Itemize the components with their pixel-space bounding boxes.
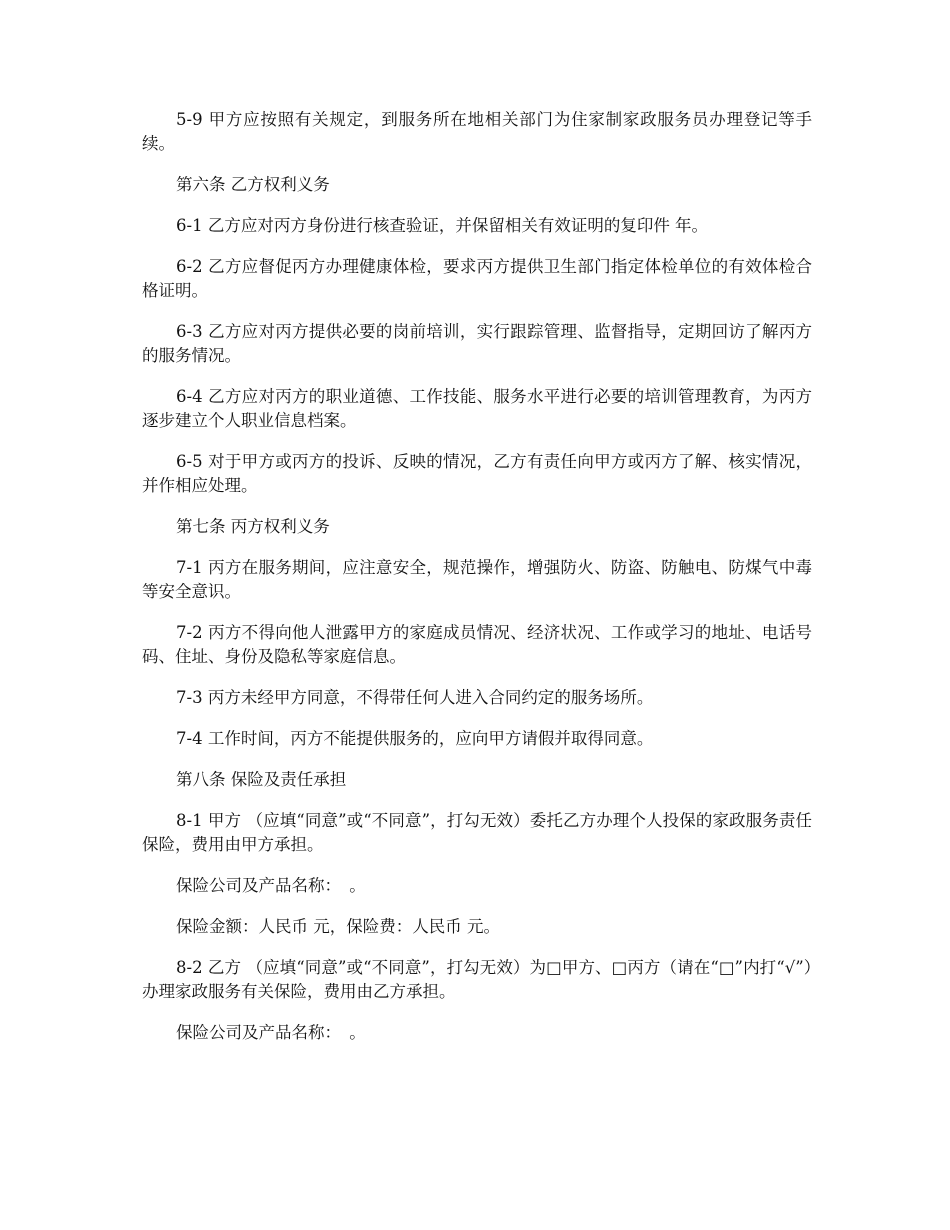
clause-6-1: 6-1 乙方应对丙方身份进行核查验证，并保留相关有效证明的复印件 年。 (176, 216, 709, 235)
clause-6-2: 6-2 乙方应督促丙方办理健康体检，要求丙方提供卫生部门指定体检单位的有效体检合格证明。 (142, 257, 812, 300)
clause-7-1: 7-1 丙方在服务期间，应注意安全，规范操作，增强防火、防盗、防触电、防煤气中毒等安全意识。 (142, 558, 812, 601)
document-body (142, 108, 812, 1062)
clause-6-4: 6-4 乙方应对丙方的职业道德、工作技能、服务水平进行必要的培训管理教育，为丙方逐步建立个人职业信息档案。 (142, 387, 812, 430)
clause-6-5: 6-5 对于甲方或丙方的投诉、反映的情况，乙方有责任向甲方或丙方了解、核实情况，并作相应处理。 (142, 452, 812, 495)
clause-8-1: 8-1 甲方 （应填“同意”或“不同意”，打勾无效）委托乙方办理个人投保的家政服务责任保险，费用由甲方承担。 (142, 811, 812, 854)
clause-7-4: 7-4 工作时间，丙方不能提供服务的，应向甲方请假并取得同意。 (176, 729, 654, 748)
clause-7-2: 7-2 丙方不得向他人泄露甲方的家庭成员情况、经济状况、工作或学习的地址、电话号码、住址、身份及隐私等家庭信息。 (142, 623, 812, 666)
clause-5-9: 5-9 甲方应按照有关规定，到服务所在地相关部门为住家制家政服务员办理登记等手续。 (142, 110, 812, 153)
article-6-heading: 第六条 乙方权利义务 (176, 175, 330, 194)
clause-6-3: 6-3 乙方应对丙方提供必要的岗前培训，实行跟踪管理、监督指导，定期回访了解丙方的服务情况。 (142, 322, 812, 365)
clause-8-2: 8-2 乙方 （应填“同意”或“不同意”，打勾无效）为□甲方、□丙方（请在“□”内打“√”）办理家政服务有关保险，费用由乙方承担。 (142, 958, 812, 1001)
article-8-heading: 第八条 保险及责任承担 (176, 770, 347, 789)
article-7-heading: 第七条 丙方权利义务 (176, 517, 330, 536)
insurance-company-line-2: 保险公司及产品名称： 。 (176, 1023, 366, 1042)
insurance-amount-line: 保险金额：人民币 元，保险费：人民币 元。 (176, 917, 500, 936)
insurance-company-line-1: 保险公司及产品名称： 。 (176, 876, 366, 895)
clause-7-3: 7-3 丙方未经甲方同意，不得带任何人进入合同约定的服务场所。 (176, 688, 654, 707)
